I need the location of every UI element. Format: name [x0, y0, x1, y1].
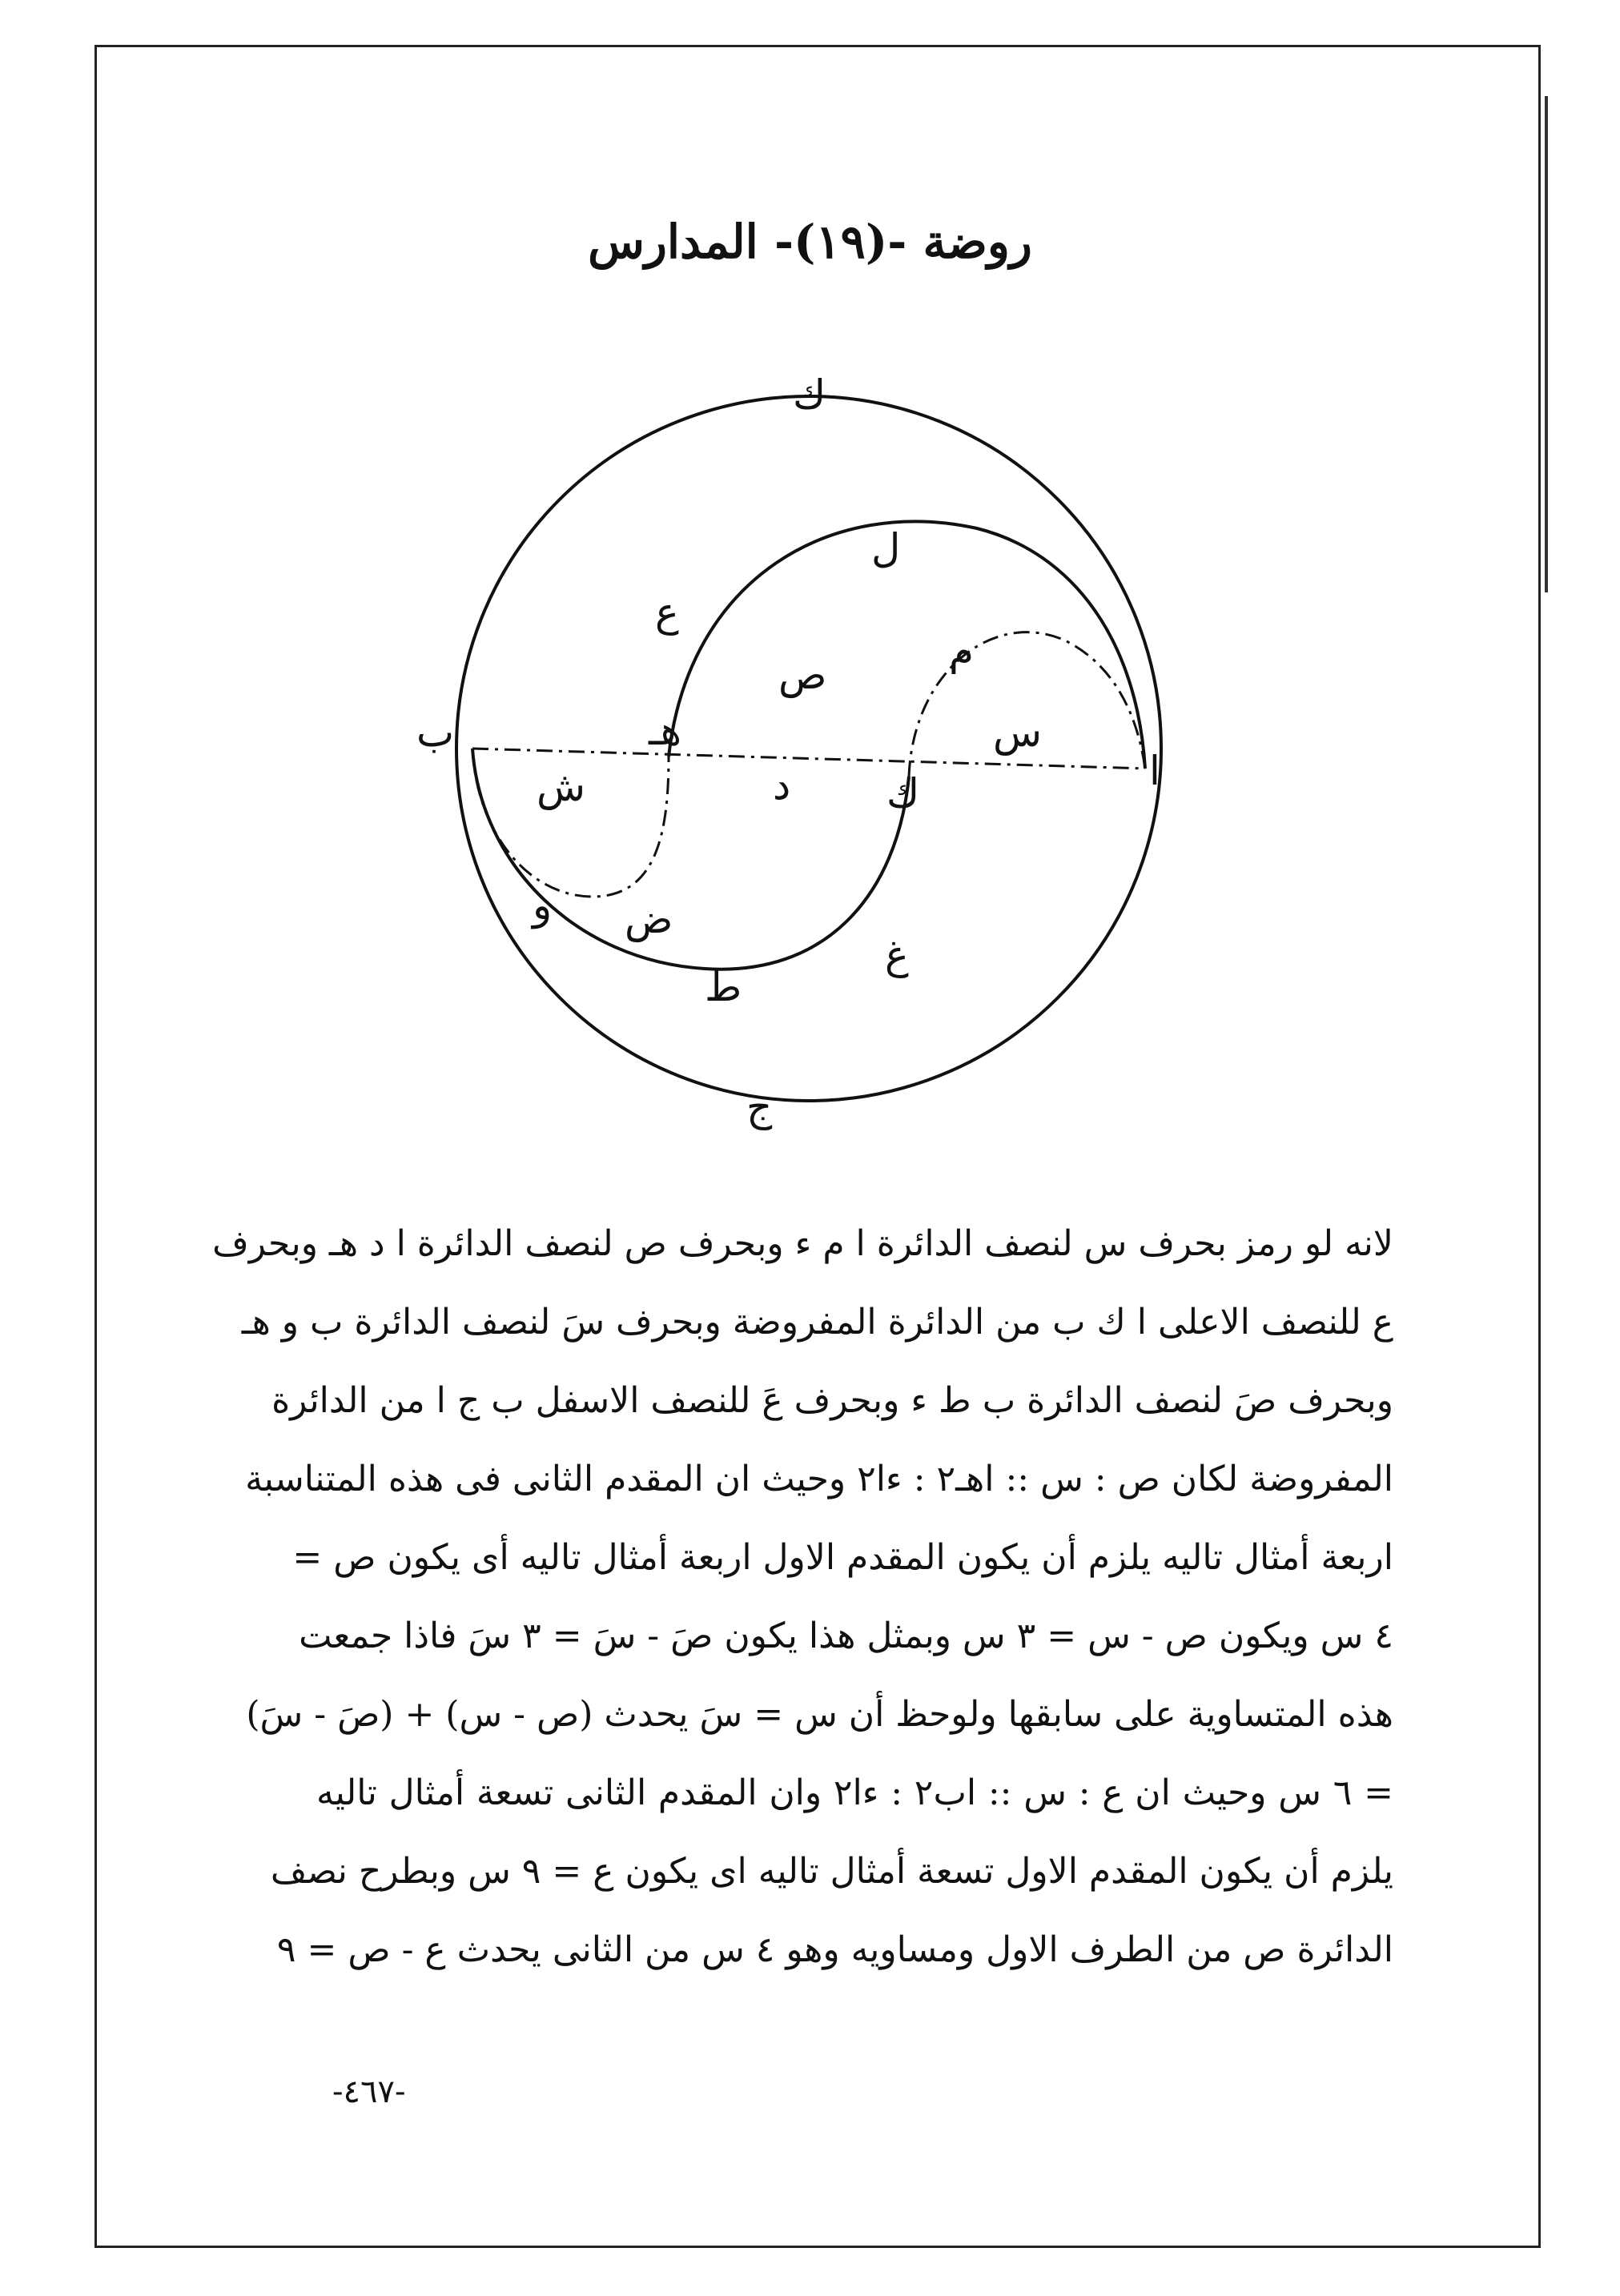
label-shin: ش	[537, 764, 586, 810]
text-line: ٤ س ويكون ص - س = ٣ س وبمثل هذا يكون صَ - سَ = ٣ سَ فاذا جمعت	[299, 1616, 1393, 1656]
label-kaf-center: ك	[886, 770, 920, 817]
label-k: ك	[793, 371, 826, 418]
label-sin: س	[993, 709, 1043, 756]
upper-large-semicircle	[669, 521, 1145, 769]
outer-circle	[456, 396, 1161, 1101]
label-mim: م	[949, 628, 974, 674]
text-line: هذه المتساوية على سابقها ولوحظ أن س = سَ يحدث (ص - س) + (صَ - سَ)	[246, 1694, 1393, 1735]
label-waw: و	[533, 882, 553, 929]
text-line: لانه لو رمز بحرف س لنصف الدائرة ا م ء وبحرف ص لنصف الدائرة ا د هـ وبحرف	[212, 1223, 1393, 1264]
text-line: ع للنصف الاعلى ا ك ب من الدائرة المفروضة وبحرف سَ لنصف الدائرة ب و هـ	[241, 1302, 1393, 1343]
label-dal: د	[773, 762, 791, 809]
label-ba: ب	[416, 709, 455, 756]
label-ta: ط	[705, 964, 742, 1010]
text-line: اربعة أمثال تاليه يلزم أن يكون المقدم الاول اربعة أمثال تاليه أى يكون ص =	[292, 1537, 1393, 1578]
label-jim: ج	[746, 1084, 773, 1130]
text-line: وبحرف صَ لنصف الدائرة ب ط ء وبحرف عَ للنصف الاسفل ب ج ا من الدائرة	[271, 1380, 1393, 1421]
page-number: -٤٦٧-	[332, 2073, 406, 2110]
label-alif: ا	[1149, 748, 1160, 794]
text-line: الدائرة ص من الطرف الاول ومساويه وهو ٤ س من الثانى يحدث ع - ص = ٩	[276, 1929, 1393, 1970]
geometry-figure	[416, 371, 1185, 1137]
page-header: روضة -(١٩)- المدارس	[588, 215, 1032, 269]
text-line: المفروضة لكان ص : س :: اهـ٢ : ءا٢ وحيث ان المقدم الثانى فى هذه المتناسبة	[245, 1459, 1393, 1499]
label-sad: ص	[778, 652, 827, 698]
label-ain-lower: غ	[885, 932, 909, 978]
text-line: يلزم أن يكون المقدم الاول تسعة أمثال تاليه اى يكون ع = ٩ س وبطرح نصف	[270, 1851, 1393, 1892]
label-dad: ض	[625, 896, 673, 942]
label-ain-upper: ع	[655, 589, 679, 636]
text-line: = ٦ س وحيث ان ع : س :: اب٢ : ءا٢ وان المقدم الثانى تسعة أمثال تاليه	[316, 1772, 1393, 1813]
label-l: ل	[871, 525, 901, 572]
label-ha: هـ	[649, 708, 682, 754]
body-text	[212, 1205, 1393, 1989]
page-edge-mark	[1545, 96, 1548, 592]
